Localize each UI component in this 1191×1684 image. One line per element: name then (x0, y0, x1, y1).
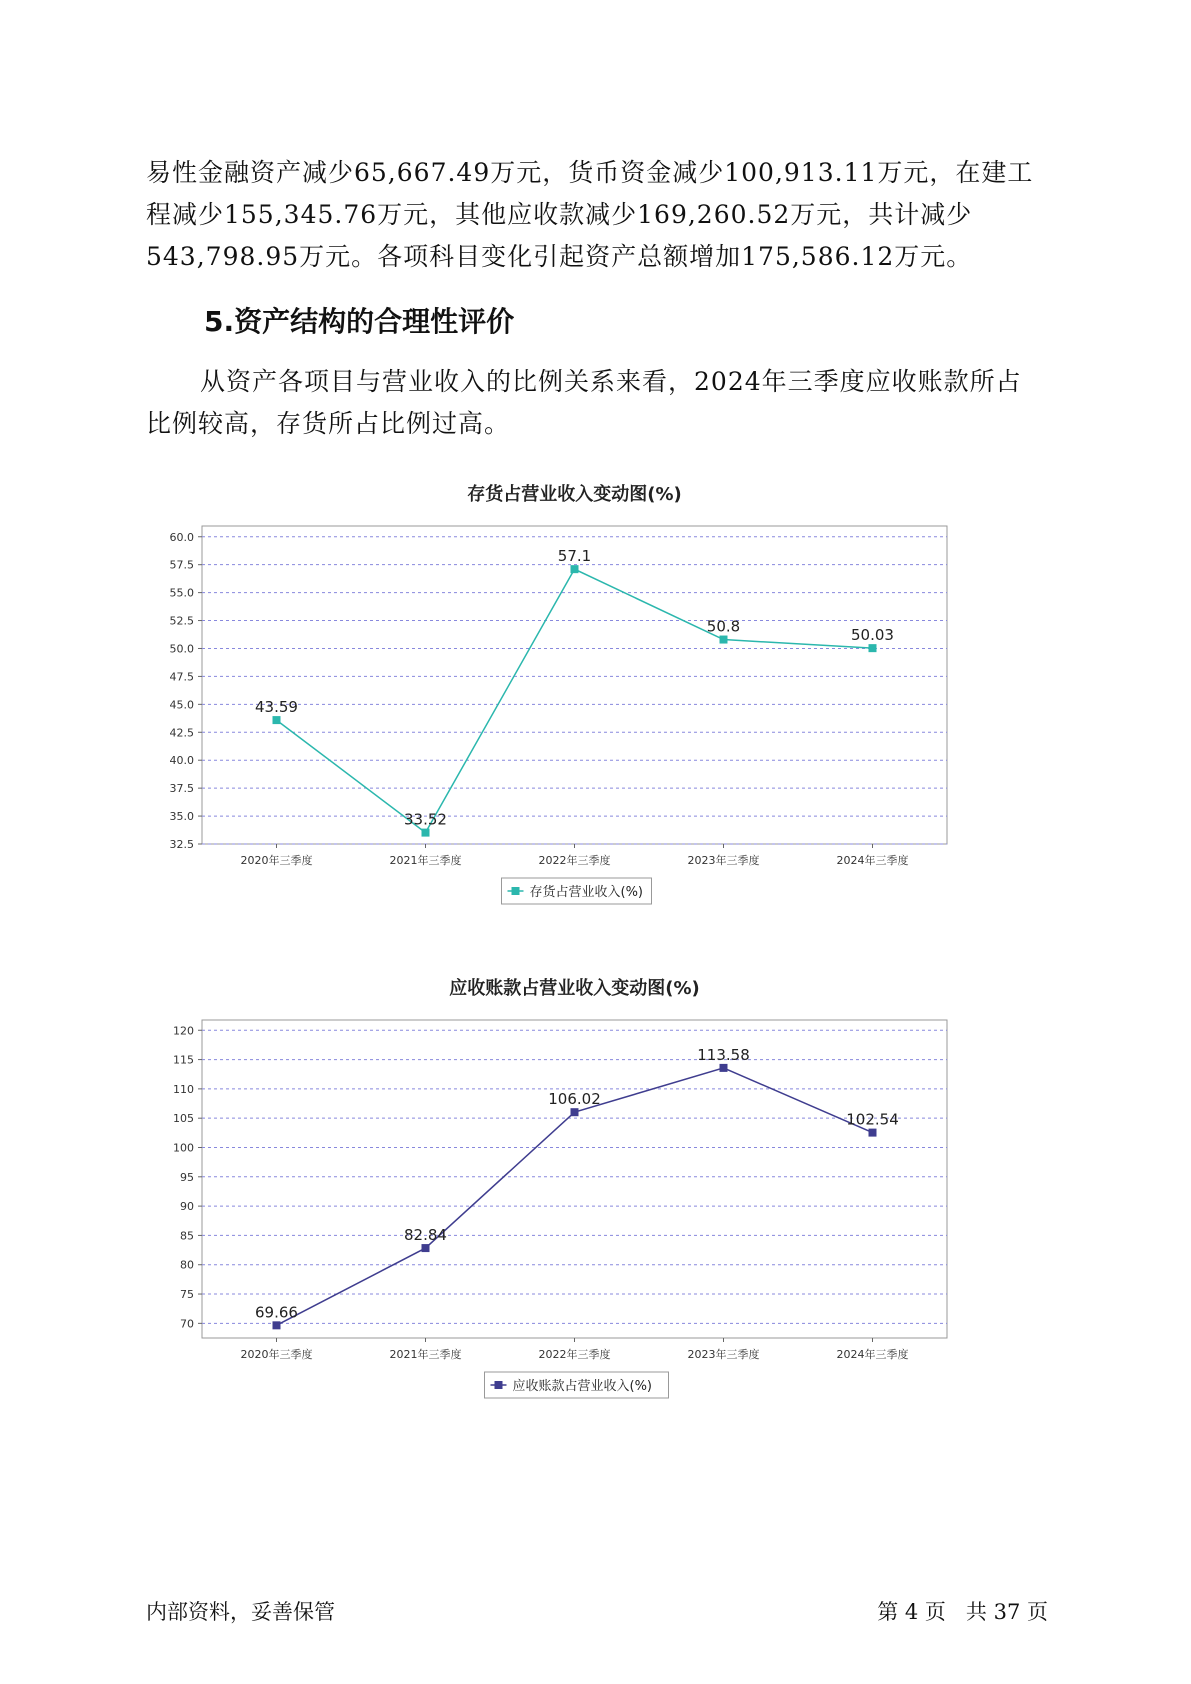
data-label: 57.1 (557, 547, 592, 566)
x-tick-label: 2024年三季度 (836, 1348, 909, 1361)
y-tick-label: 70 (180, 1317, 194, 1331)
x-tick-label: 2021年三季度 (389, 854, 462, 867)
y-tick-label: 120 (173, 1024, 194, 1038)
paragraph-asset-changes: 易性金融资产减少65,667.49万元，货币资金减少100,913.11万元，在建工程减少155,345.76万元，其他应收款减少169,260.52万元，共计减少543,798.95万元。各项科目变化引起资产总额增加175,586.12万元。 (146, 158, 1034, 271)
y-tick-label: 85 (180, 1229, 194, 1243)
data-label: 33.52 (404, 810, 447, 829)
y-tick-label: 105 (173, 1112, 194, 1126)
y-tick-label: 40.0 (169, 754, 194, 768)
chart-title: 存货占营业收入变动图(%) (467, 484, 682, 505)
x-tick-label: 2022年三季度 (538, 854, 611, 867)
y-tick-label: 60.0 (169, 530, 194, 544)
x-tick-label: 2020年三季度 (240, 854, 313, 867)
x-tick-label: 2021年三季度 (389, 1348, 462, 1361)
inventory-ratio-chart (150, 478, 1050, 938)
y-tick-label: 57.5 (169, 558, 194, 572)
legend (502, 878, 652, 904)
footer-note: 内部资料，妥善保管 (146, 1600, 335, 1624)
data-label: 50.03 (851, 626, 894, 645)
data-point (720, 1064, 728, 1072)
legend-marker (495, 1381, 503, 1389)
data-point (571, 565, 579, 573)
data-point (869, 1129, 877, 1137)
data-point (869, 644, 877, 652)
page-number: 第 4 页 共 37 页 (877, 1600, 1048, 1624)
legend-label: 应收账款占营业收入(%) (512, 1379, 652, 1394)
y-tick-label: 50.0 (169, 642, 194, 656)
x-tick-label: 2024年三季度 (836, 854, 909, 867)
section-heading: 5.资产结构的合理性评价 (204, 305, 515, 338)
plot-area (202, 1020, 947, 1338)
data-label: 82.84 (404, 1226, 447, 1245)
legend-label: 存货占营业收入(%) (529, 885, 643, 900)
data-label: 113.58 (697, 1045, 750, 1064)
data-label: 69.66 (255, 1303, 298, 1322)
x-tick-label: 2023年三季度 (687, 1348, 760, 1361)
x-tick-label: 2020年三季度 (240, 1348, 313, 1361)
y-tick-label: 37.5 (169, 782, 194, 796)
data-point (571, 1108, 579, 1116)
y-tick-label: 42.5 (169, 726, 194, 740)
receivables-ratio-chart (150, 972, 1050, 1432)
y-tick-label: 90 (180, 1200, 194, 1214)
data-point (720, 636, 728, 644)
data-point (422, 829, 430, 837)
paragraph-asset-structure: 从资产各项目与营业收入的比例关系来看，2024年三季度应收账款所占比例较高，存货所占比例过高。 (146, 367, 1022, 438)
y-tick-label: 95 (180, 1170, 194, 1184)
y-tick-label: 80 (180, 1258, 194, 1272)
plot-area (202, 526, 947, 844)
y-tick-label: 75 (180, 1288, 194, 1302)
chart-title: 应收账款占营业收入变动图(%) (449, 978, 700, 999)
legend-marker (512, 887, 520, 895)
data-label: 102.54 (846, 1110, 899, 1129)
data-label: 50.8 (706, 617, 741, 636)
y-tick-label: 100 (173, 1141, 194, 1155)
data-label: 43.59 (255, 698, 298, 717)
y-tick-label: 52.5 (169, 614, 194, 628)
x-tick-label: 2022年三季度 (538, 1348, 611, 1361)
y-tick-label: 47.5 (169, 670, 194, 684)
y-tick-label: 110 (173, 1082, 194, 1096)
x-tick-label: 2023年三季度 (687, 854, 760, 867)
y-tick-label: 55.0 (169, 586, 194, 600)
data-point (422, 1244, 430, 1252)
y-tick-label: 115 (173, 1053, 194, 1067)
data-point (273, 716, 281, 724)
legend (485, 1372, 669, 1398)
data-label: 106.02 (548, 1090, 601, 1109)
data-point (273, 1321, 281, 1329)
y-tick-label: 35.0 (169, 810, 194, 824)
y-tick-label: 32.5 (169, 838, 194, 851)
y-tick-label: 45.0 (169, 698, 194, 712)
